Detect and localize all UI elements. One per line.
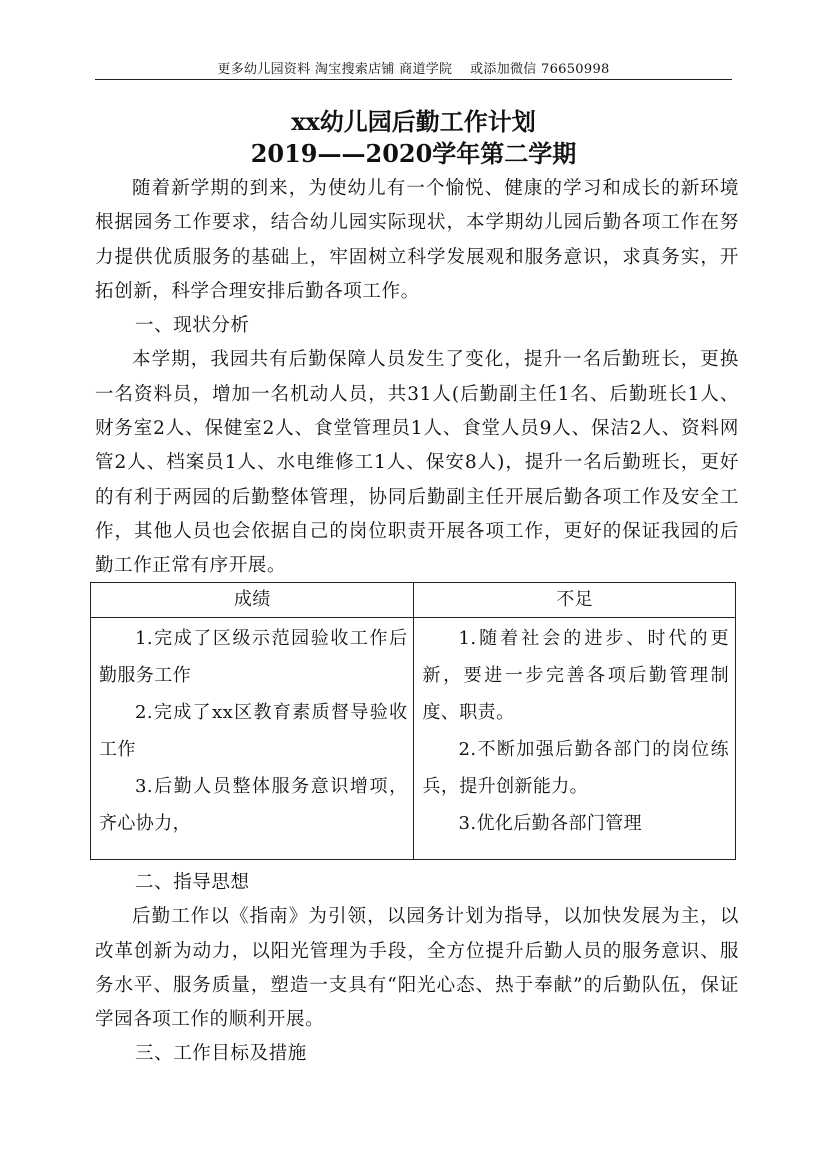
section-heading-goals: 三、工作目标及措施 [135, 1043, 307, 1065]
achievements-cell [91, 618, 414, 860]
section-heading-status: 一、现状分析 [135, 315, 250, 337]
comparison-table [90, 582, 736, 860]
document-subtitle: 2019——2020学年第二学期 [250, 139, 577, 168]
status-paragraph: 本学期，我园共有后勤保障人员发生了变化，提升一名后勤班长，更换一名资料员，增加一名机动人员，共31人(后勤副主任1名、后勤班长1人、财务室2人、保健室2人、食堂管理员1人、食堂人员9人、保洁2人、资料网管2人、档案员1人、水电维修工1人、保安8人)，提升一名后勤班长，更好的有利于两园的后勤整体管理，协同后勤副主任开展后勤各项工作及安全工作，其他人员也会依据自己的岗位职责开展各项工作，更好的保证我园的后勤工作正常有序开展。 [95, 349, 739, 577]
shortcoming-item: 1.随着社会的进步、时代的更新，要进一步完善各项后勤管理制度、职责。 [422, 628, 729, 723]
header-divider [95, 79, 732, 80]
page-header: 更多幼儿园资料 淘宝搜索店铺 商道学院 或添加微信 76650998 [217, 62, 610, 77]
achievement-item: 3.后勤人员整体服务意识增项，齐心协力， [99, 776, 408, 834]
shortcomings-cell [414, 618, 736, 860]
table-header-shortcomings: 不足 [414, 583, 736, 618]
shortcoming-item: 3.优化后勤各部门管理 [458, 813, 643, 834]
table-header-achievements: 成绩 [91, 583, 414, 618]
shortcoming-item: 2.不断加强后勤各部门的岗位练兵，提升创新能力。 [422, 739, 729, 797]
document-body-bottom [95, 866, 739, 1072]
document-body-top [95, 172, 739, 584]
achievement-item: 2.完成了xx区教育素质督导验收工作 [99, 702, 408, 760]
table-header-row [91, 583, 736, 618]
table-row [91, 618, 736, 860]
intro-paragraph: 随着新学期的到来，为使幼儿有一个愉悦、健康的学习和成长的新环境根据园务工作要求，结合幼儿园实际现状，本学期幼儿园后勤各项工作在努力提供优质服务的基础上，牢固树立科学发展观和服务意识，求真务实，开拓创新，科学合理安排后勤各项工作。 [95, 178, 739, 302]
achievement-item: 1.完成了区级示范园验收工作后勤服务工作 [99, 628, 408, 686]
document-title: xx幼儿园后勤工作计划 [291, 107, 536, 136]
guidance-paragraph: 后勤工作以《指南》为引领，以园务计划为指导，以加快发展为主，以改革创新为动力，以阳光管理为手段，全方位提升后勤人员的服务意识、服务水平、服务质量，塑造一支具有“阳光心态、热于奉献”的后勤队伍，保证学园各项工作的顺利开展。 [95, 906, 739, 1031]
section-heading-guidance: 二、指导思想 [135, 872, 250, 893]
